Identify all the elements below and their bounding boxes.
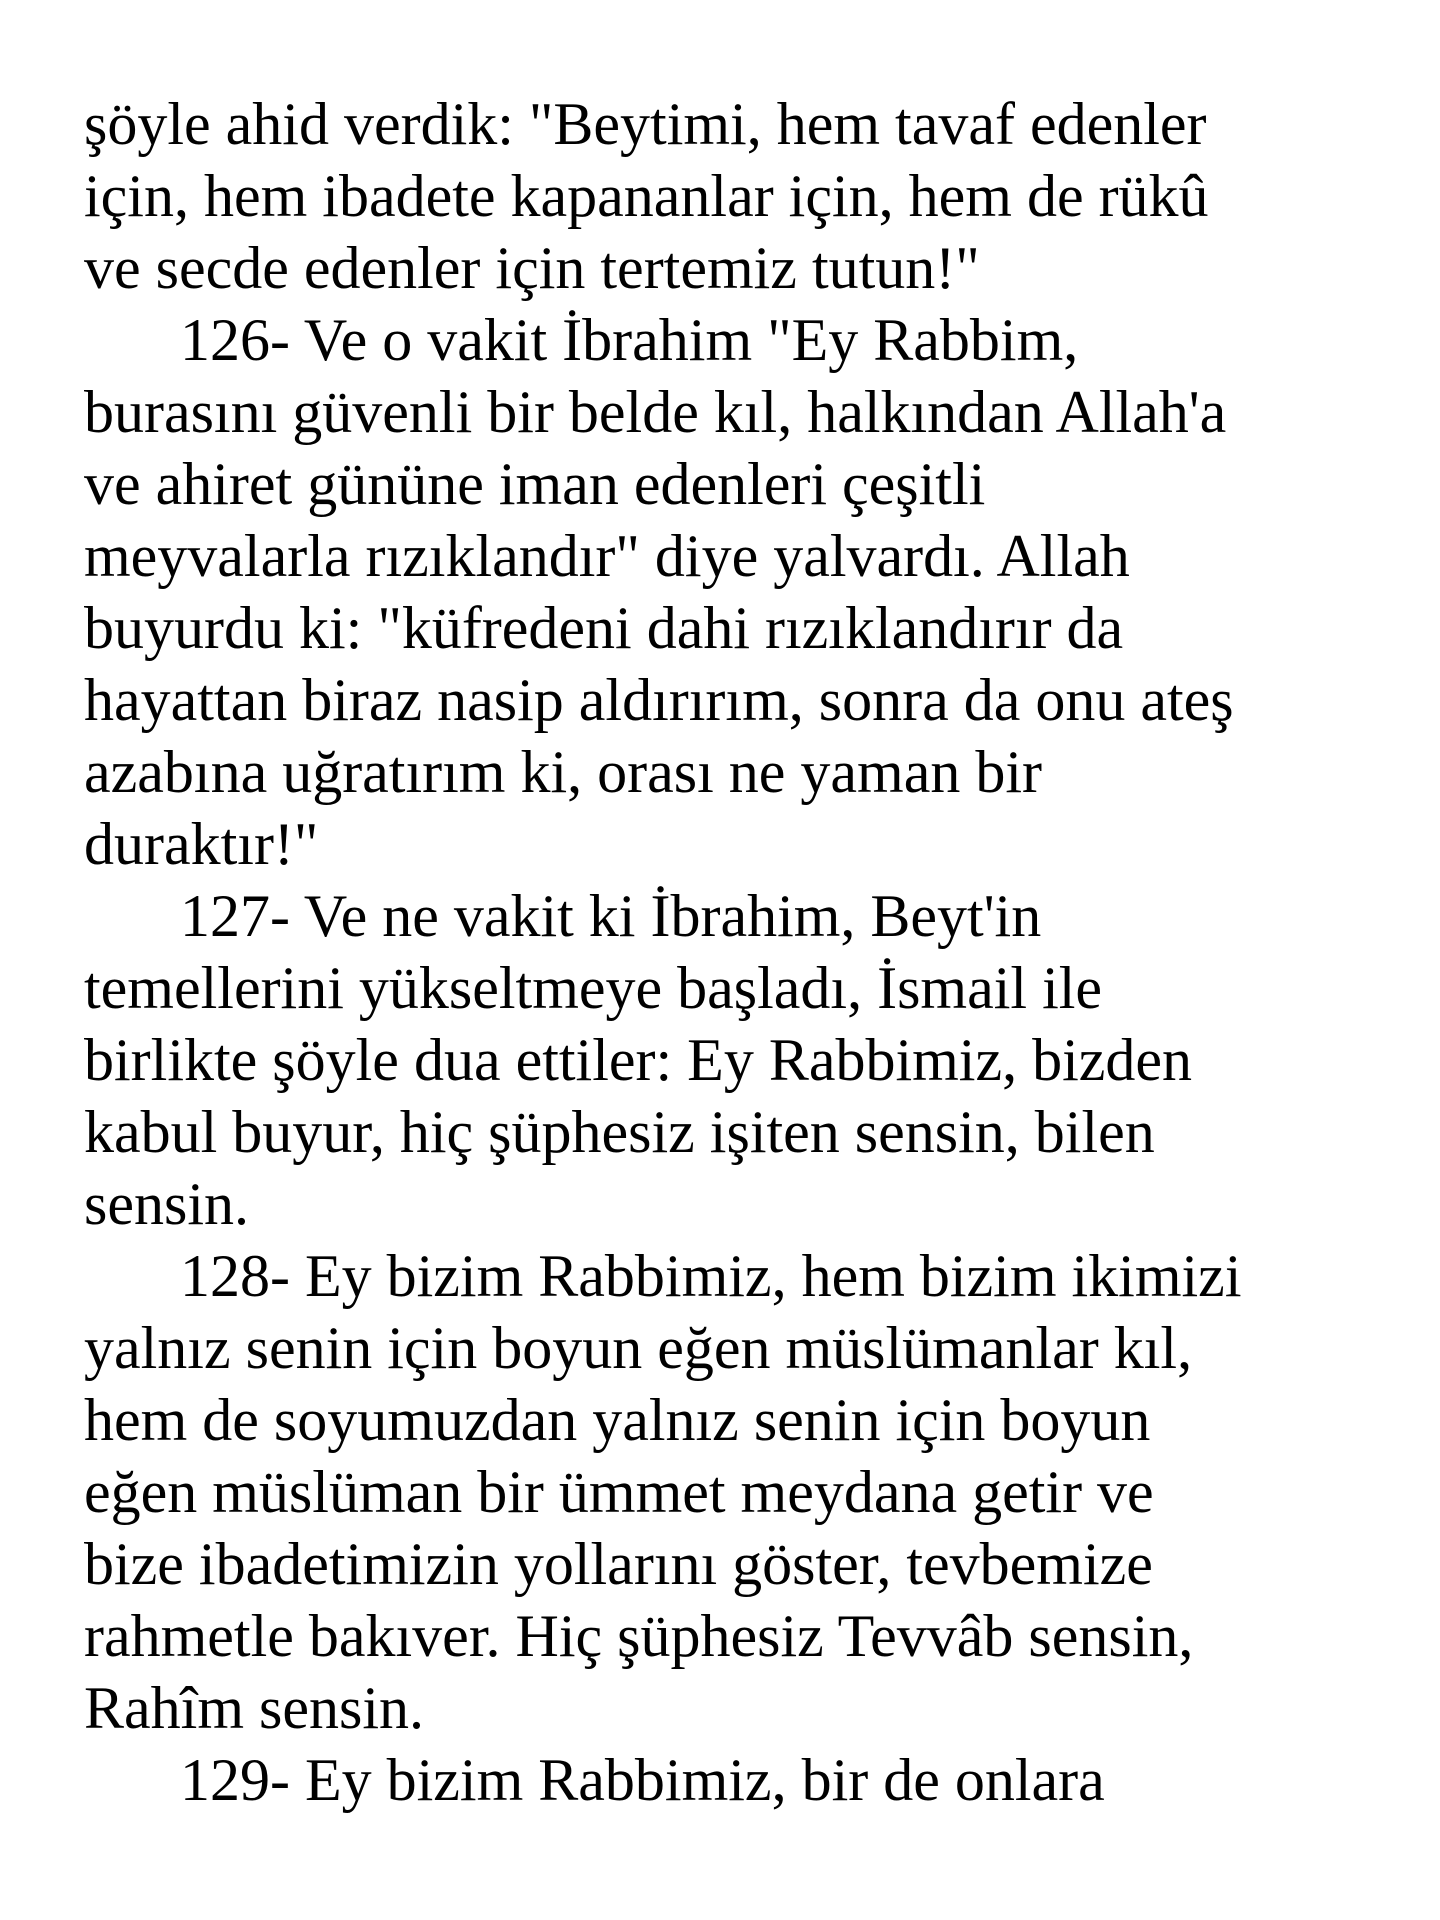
text-line: rahmetle bakıver. Hiç şüphesiz Tevvâb sensin,	[84, 1603, 1194, 1669]
paragraph-verse-127	[84, 880, 1384, 1240]
document-page	[84, 88, 1384, 1816]
text-line: azabına uğratırım ki, orası ne yaman bir	[84, 739, 1042, 805]
text-line: kabul buyur, hiç şüphesiz işiten sensin, bilen	[84, 1099, 1155, 1165]
text-line: için, hem ibadete kapananlar için, hem de rükû	[84, 163, 1209, 229]
text-line: eğen müslüman bir ümmet meydana getir ve	[84, 1459, 1154, 1525]
paragraph-verse-126	[84, 304, 1384, 880]
text-line: ve ahiret gününe iman edenleri çeşitli	[84, 451, 986, 517]
paragraph-verse-128	[84, 1240, 1384, 1744]
text-line: şöyle ahid verdik: "Beytimi, hem tavaf edenler	[84, 91, 1207, 157]
text-line: Rahîm sensin.	[84, 1675, 424, 1741]
text-line: hem de soyumuzdan yalnız senin için boyun	[84, 1387, 1151, 1453]
text-line: duraktır!"	[84, 811, 319, 877]
text-line: birlikte şöyle dua ettiler: Ey Rabbimiz, bizden	[84, 1027, 1193, 1093]
text-line: 128- Ey bizim Rabbimiz, hem bizim ikimizi	[180, 1243, 1242, 1309]
text-line: temellerini yükseltmeye başladı, İsmail ile	[84, 955, 1103, 1021]
text-line: 127- Ve ne vakit ki İbrahim, Beyt'in	[180, 883, 1042, 949]
paragraph-verse-129	[84, 1744, 1384, 1816]
text-line: ve secde edenler için tertemiz tutun!"	[84, 235, 980, 301]
text-line: buyurdu ki: "küfredeni dahi rızıklandırır da	[84, 595, 1124, 661]
text-line: meyvalarla rızıklandır" diye yalvardı. Allah	[84, 523, 1130, 589]
text-line: bize ibadetimizin yollarını göster, tevbemize	[84, 1531, 1153, 1597]
text-line: yalnız senin için boyun eğen müslümanlar kıl,	[84, 1315, 1193, 1381]
text-line: sensin.	[84, 1171, 249, 1237]
text-line: hayattan biraz nasip aldırırım, sonra da onu ateş	[84, 667, 1234, 733]
text-line: 126- Ve o vakit İbrahim "Ey Rabbim,	[180, 307, 1079, 373]
text-line: burasını güvenli bir belde kıl, halkından Allah'a	[84, 379, 1227, 445]
text-line: 129- Ey bizim Rabbimiz, bir de onlara	[180, 1747, 1105, 1813]
paragraph-continuation	[84, 88, 1384, 304]
